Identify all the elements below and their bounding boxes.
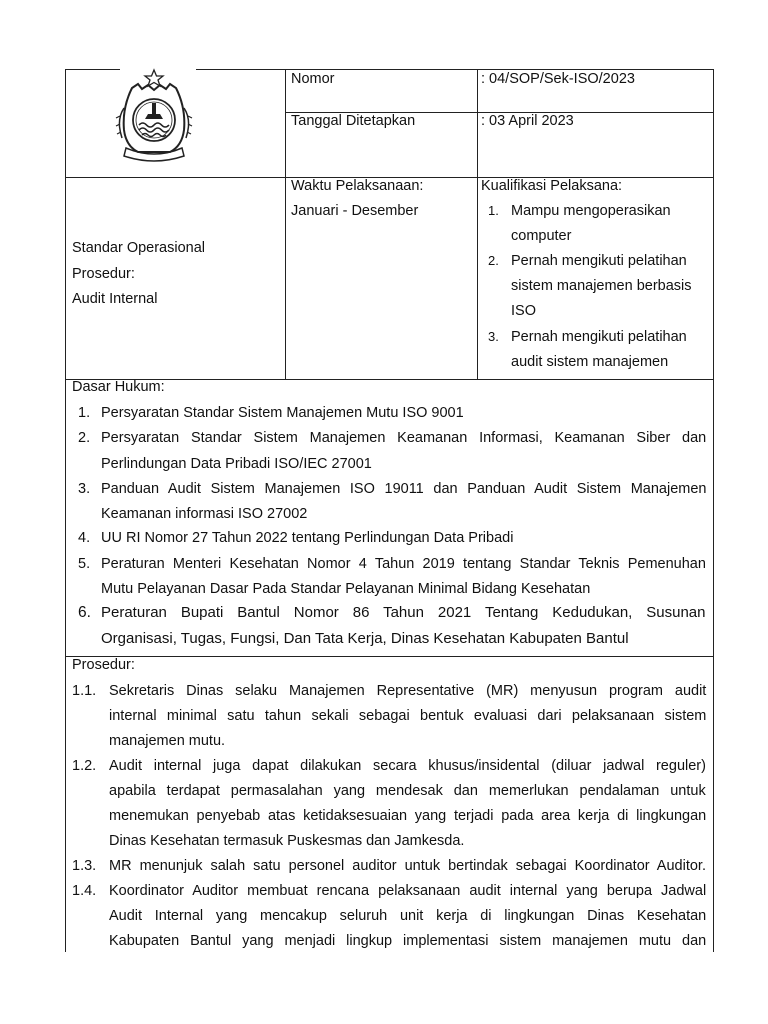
table-border-left <box>65 69 66 952</box>
prosedur-number: 1.2. <box>72 758 97 774</box>
dasar-hukum-line: Panduan Audit Sistem Manajemen ISO 19011 dan Panduan Audit Sistem Manajemen <box>101 481 707 497</box>
prosedur-line: Dinas Kesehatan termasuk Puskesmas dan Jamkesda. <box>109 833 465 849</box>
kualifikasi-item-line: Pernah mengikuti pelatihan <box>511 253 687 269</box>
prosedur-number: 1.3. <box>72 858 97 874</box>
kualifikasi-item-line: Mampu mengoperasikan <box>511 203 671 219</box>
dasar-hukum-line: Perlindungan Data Pribadi ISO/IEC 27001 <box>101 456 372 472</box>
table-border-right <box>713 69 714 952</box>
dasar-hukum-line: Persyaratan Standar Sistem Manajemen Keamanan Informasi, Keamanan Siber dan <box>101 430 707 446</box>
dasar-hukum-number: 4. <box>78 530 91 546</box>
dasar-hukum-heading: Dasar Hukum: <box>72 379 165 395</box>
kualifikasi-label: Kualifikasi Pelaksana: <box>481 178 623 194</box>
kualifikasi-item-line: computer <box>511 228 572 244</box>
nomor-value: : 04/SOP/Sek-ISO/2023 <box>481 71 635 87</box>
prosedur-line: Koordinator Auditor membuat rencana pelaksanaan audit internal yang berupa Jadwal <box>109 883 707 899</box>
prosedur-number: 1.1. <box>72 683 97 699</box>
dasar-hukum-number: 2. <box>78 430 91 446</box>
nomor-label: Nomor <box>291 71 335 87</box>
dasar-hukum-line: Peraturan Menteri Kesehatan Nomor 4 Tahun 2019 tentang Standar Teknis Pemenuhan <box>101 556 706 572</box>
prosedur-line: menemukan penyebab atas ketidaksesuaian yang terjadi pada area kerja di lingkungan <box>109 808 707 824</box>
prosedur-line: apabila terdapat permasalahan yang mendesak dan memerlukan pendalaman untuk <box>109 783 706 799</box>
sop-title-line3: Audit Internal <box>72 291 158 307</box>
kualifikasi-item-line: ISO <box>511 303 536 319</box>
sop-title-line2: Prosedur: <box>72 266 135 282</box>
kualifikasi-item-line: Pernah mengikuti pelatihan <box>511 329 687 345</box>
prosedur-line: Kabupaten Bantul yang menjadi lingkup implementasi sistem manajemen mutu dan <box>109 933 707 949</box>
dasar-hukum-number: 6. <box>78 604 91 621</box>
tanggal-label: Tanggal Ditetapkan <box>291 113 416 129</box>
kualifikasi-item-number: 1. <box>488 203 499 218</box>
tanggal-value: : 03 April 2023 <box>481 113 574 129</box>
kualifikasi-item-line: sistem manajemen berbasis <box>511 278 692 294</box>
kualifikasi-item-number: 2. <box>488 253 499 268</box>
dasar-hukum-line: Peraturan Bupati Bantul Nomor 86 Tahun 2021 Tentang Kedudukan, Susunan <box>101 604 706 621</box>
waktu-label: Waktu Pelaksanaan: <box>291 178 424 194</box>
waktu-value: Januari - Desember <box>291 203 419 219</box>
kualifikasi-item-number: 3. <box>488 329 499 344</box>
col-divider-1 <box>285 69 286 380</box>
dasar-hukum-number: 5. <box>78 556 91 572</box>
table-border-top-right <box>196 69 714 70</box>
sop-title-line1: Standar Operasional <box>72 240 205 256</box>
prosedur-line: Audit Internal yang mencakup seluruh unit kerja di lingkungan Dinas Kesehatan <box>109 908 707 924</box>
kualifikasi-item-line: audit sistem manajemen <box>511 354 669 370</box>
dasar-hukum-line: UU RI Nomor 27 Tahun 2022 tentang Perlindungan Data Pribadi <box>101 530 514 546</box>
dasar-hukum-line: Organisasi, Tugas, Fungsi, Dan Tata Kerja, Dinas Kesehatan Kabupaten Bantul <box>101 630 629 647</box>
prosedur-line: Sekretaris Dinas selaku Manajemen Representative (MR) menyusun program audit <box>109 683 707 699</box>
prosedur-heading: Prosedur: <box>72 657 135 673</box>
dasar-hukum-number: 3. <box>78 481 91 497</box>
dasar-hukum-number: 1. <box>78 405 91 421</box>
dasar-hukum-line: Persyaratan Standar Sistem Manajemen Mutu ISO 9001 <box>101 405 464 421</box>
col-divider-2 <box>477 69 478 380</box>
dasar-hukum-line: Mutu Pelayanan Dasar Pada Standar Pelayanan Minimal Bidang Kesehatan <box>101 581 591 597</box>
dasar-hukum-line: Keamanan informasi ISO 27002 <box>101 506 308 522</box>
prosedur-number: 1.4. <box>72 883 97 899</box>
bantul-emblem-logo <box>112 68 196 166</box>
row-divider-dasar-hukum <box>65 656 714 657</box>
prosedur-line: internal minimal satu tahun sekali sebagai bentuk evaluasi dari pelaksanaan sistem <box>109 708 707 724</box>
prosedur-line: manajemen mutu. <box>109 733 226 749</box>
prosedur-line: Audit internal juga dapat dilakukan secara khusus/insidental (diluar jadwal reguler) <box>109 758 706 774</box>
prosedur-line: MR menunjuk salah satu personel auditor untuk bertindak sebagai Koordinator Auditor. <box>109 858 706 874</box>
